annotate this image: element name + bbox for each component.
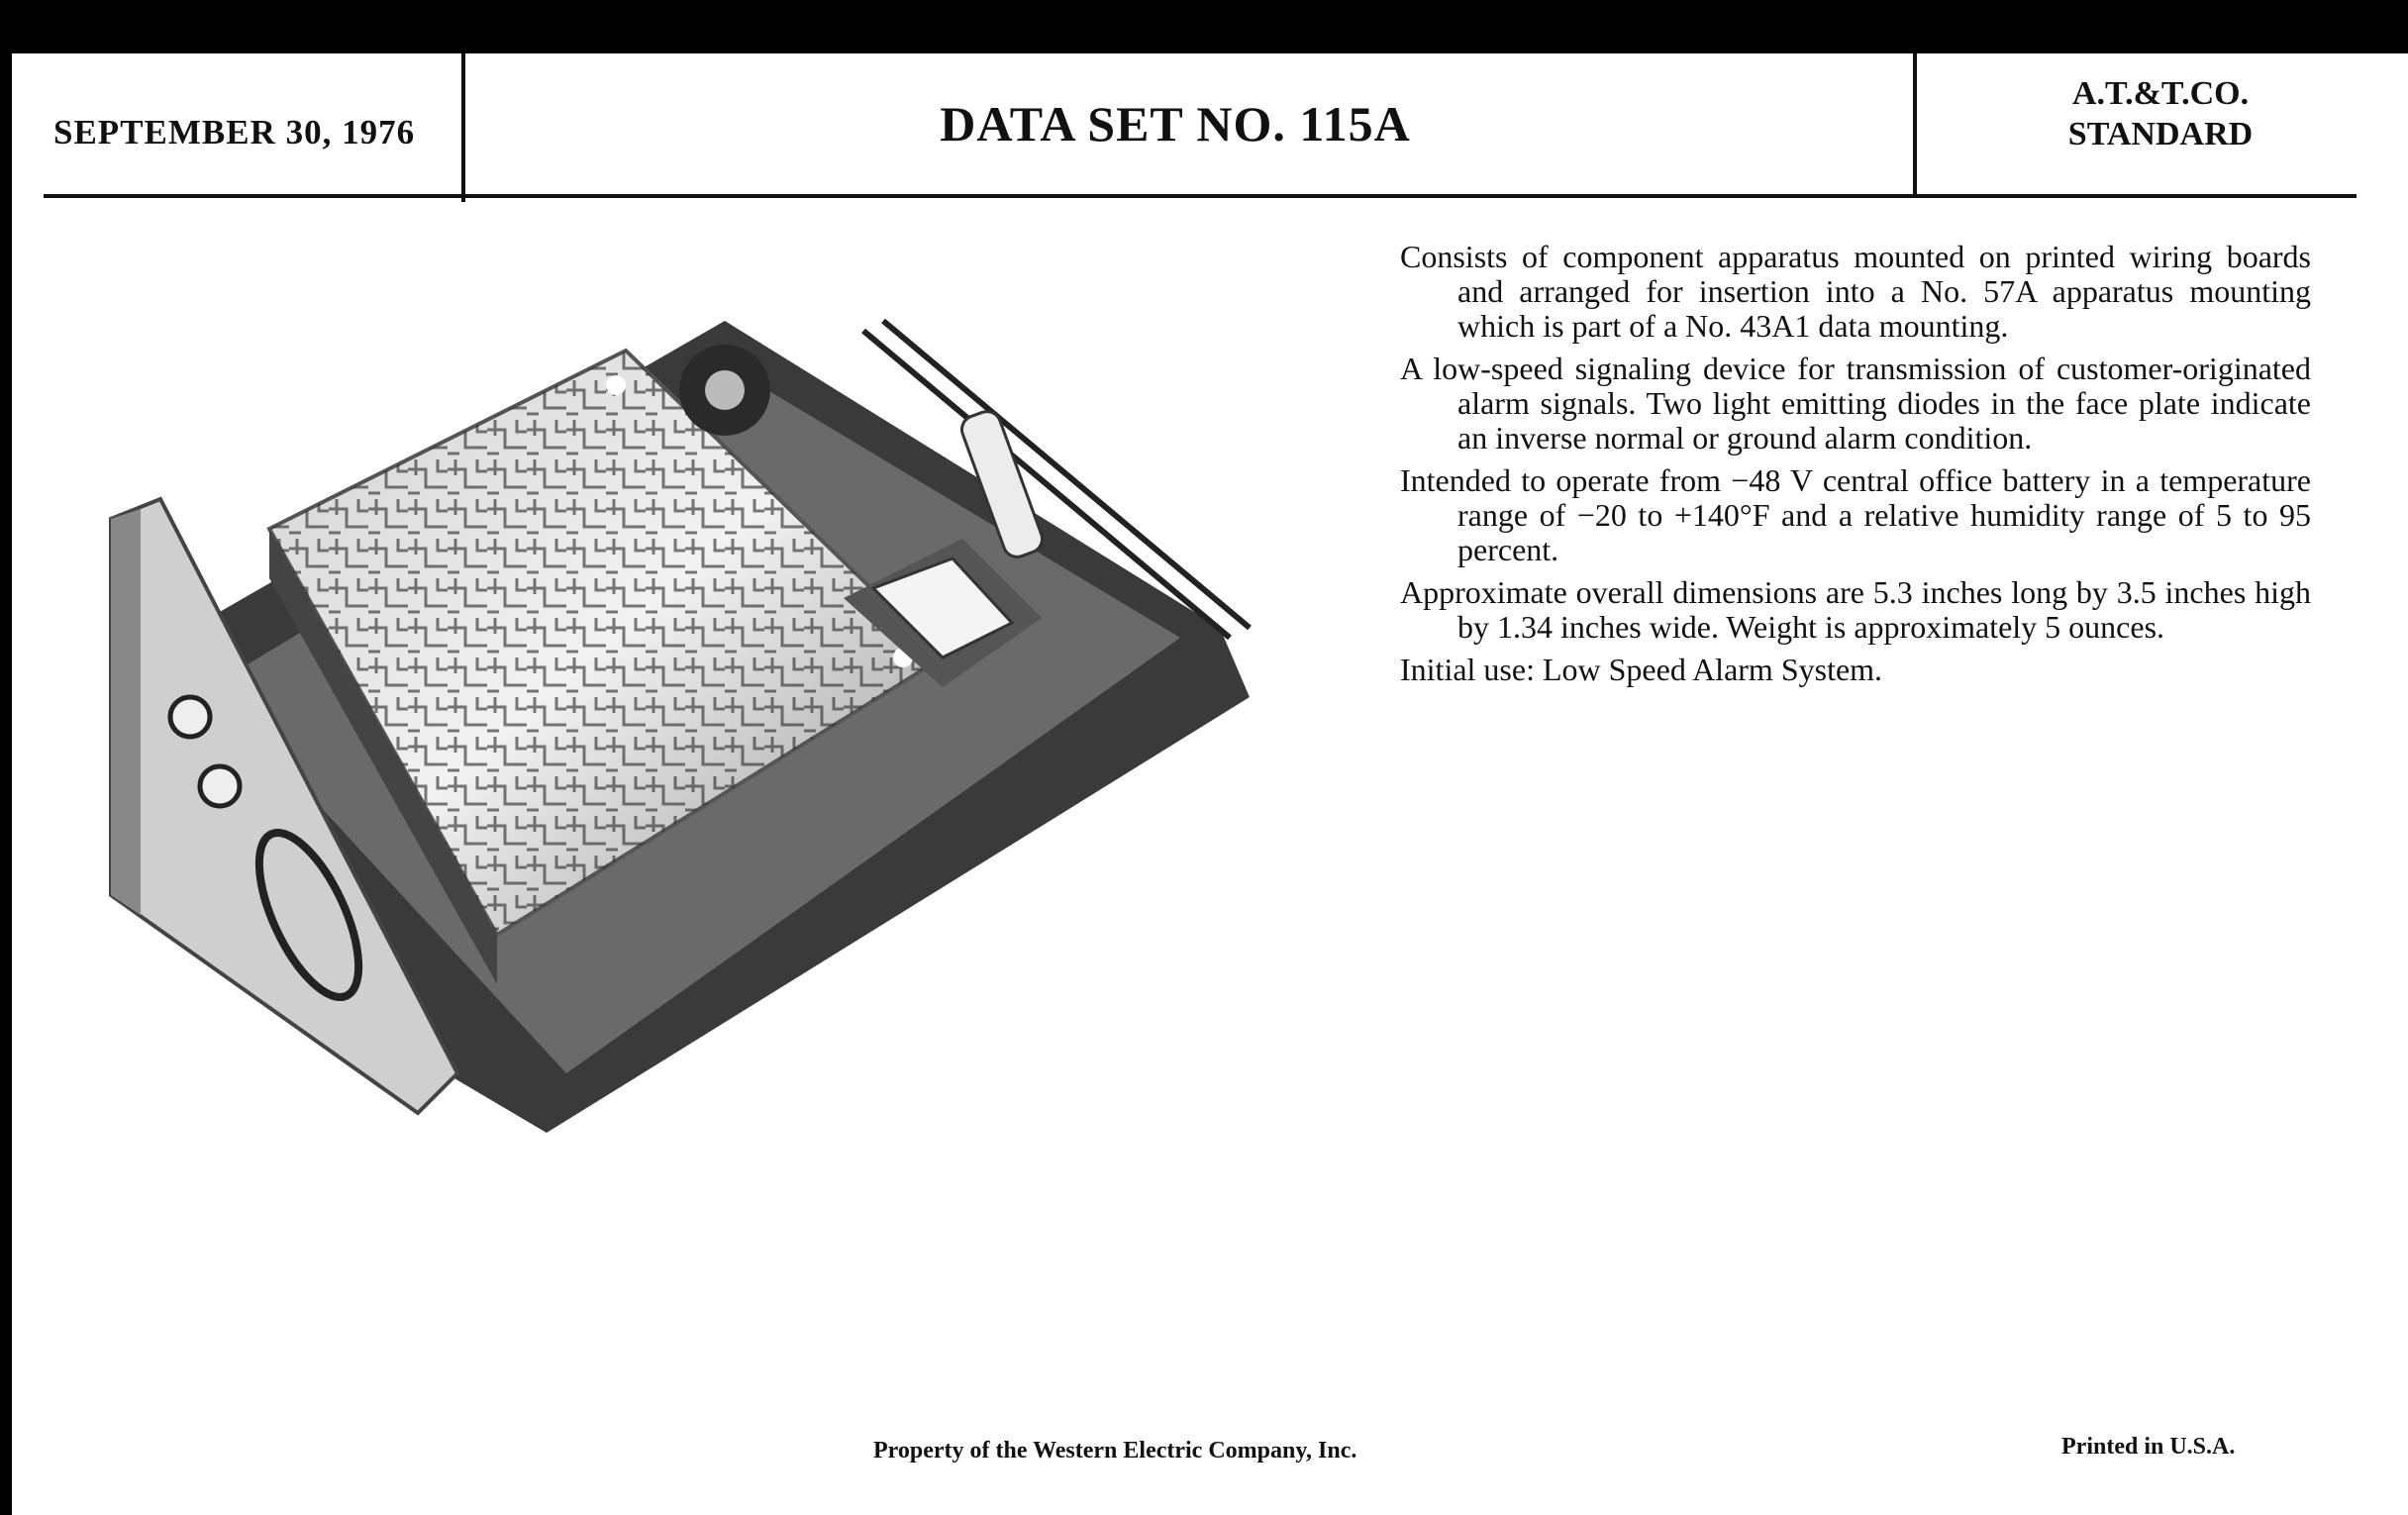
data-set-photo — [91, 261, 1299, 1153]
description-paragraph: A low-speed signaling device for transmission of customer-originated alarm signals. Two light emitting diodes in the face plate indicate an inverse normal or ground alarm condition. — [1400, 351, 2311, 455]
property-notice: Property of the Western Electric Company, Inc. — [873, 1438, 1357, 1464]
standard-company: A.T.&T.CO. — [2071, 75, 2250, 112]
header-rule — [44, 194, 2357, 198]
description-paragraph: Intended to operate from −48 V central office battery in a temperature range of −20 to +140°F and a relative humidity range of 5 to 95 percent. — [1400, 462, 2311, 567]
printed-in-notice: Printed in U.S.A. — [2061, 1434, 2236, 1460]
description-paragraph: Consists of component apparatus mounted on printed wiring boards and arranged for insertion into a No. 57A apparatus mounting which is part of a No. 43A1 data mounting. — [1400, 239, 2311, 344]
description-paragraph: Initial use: Low Speed Alarm System. — [1400, 652, 1883, 687]
description-paragraph: Approximate overall dimensions are 5.3 inches long by 3.5 inches high by 1.34 inches wide. Weight is approximately 5 ounces. — [1400, 574, 2311, 645]
page-title: DATA SET NO. 115A — [940, 96, 1411, 152]
data-sheet-card — [12, 53, 2408, 1515]
standard-word: STANDARD — [2067, 116, 2254, 152]
header-divider-right — [1913, 53, 1917, 194]
standard-label — [1933, 73, 2388, 154]
description — [1400, 240, 2311, 695]
issue-date: SEPTEMBER 30, 1976 — [53, 113, 416, 152]
